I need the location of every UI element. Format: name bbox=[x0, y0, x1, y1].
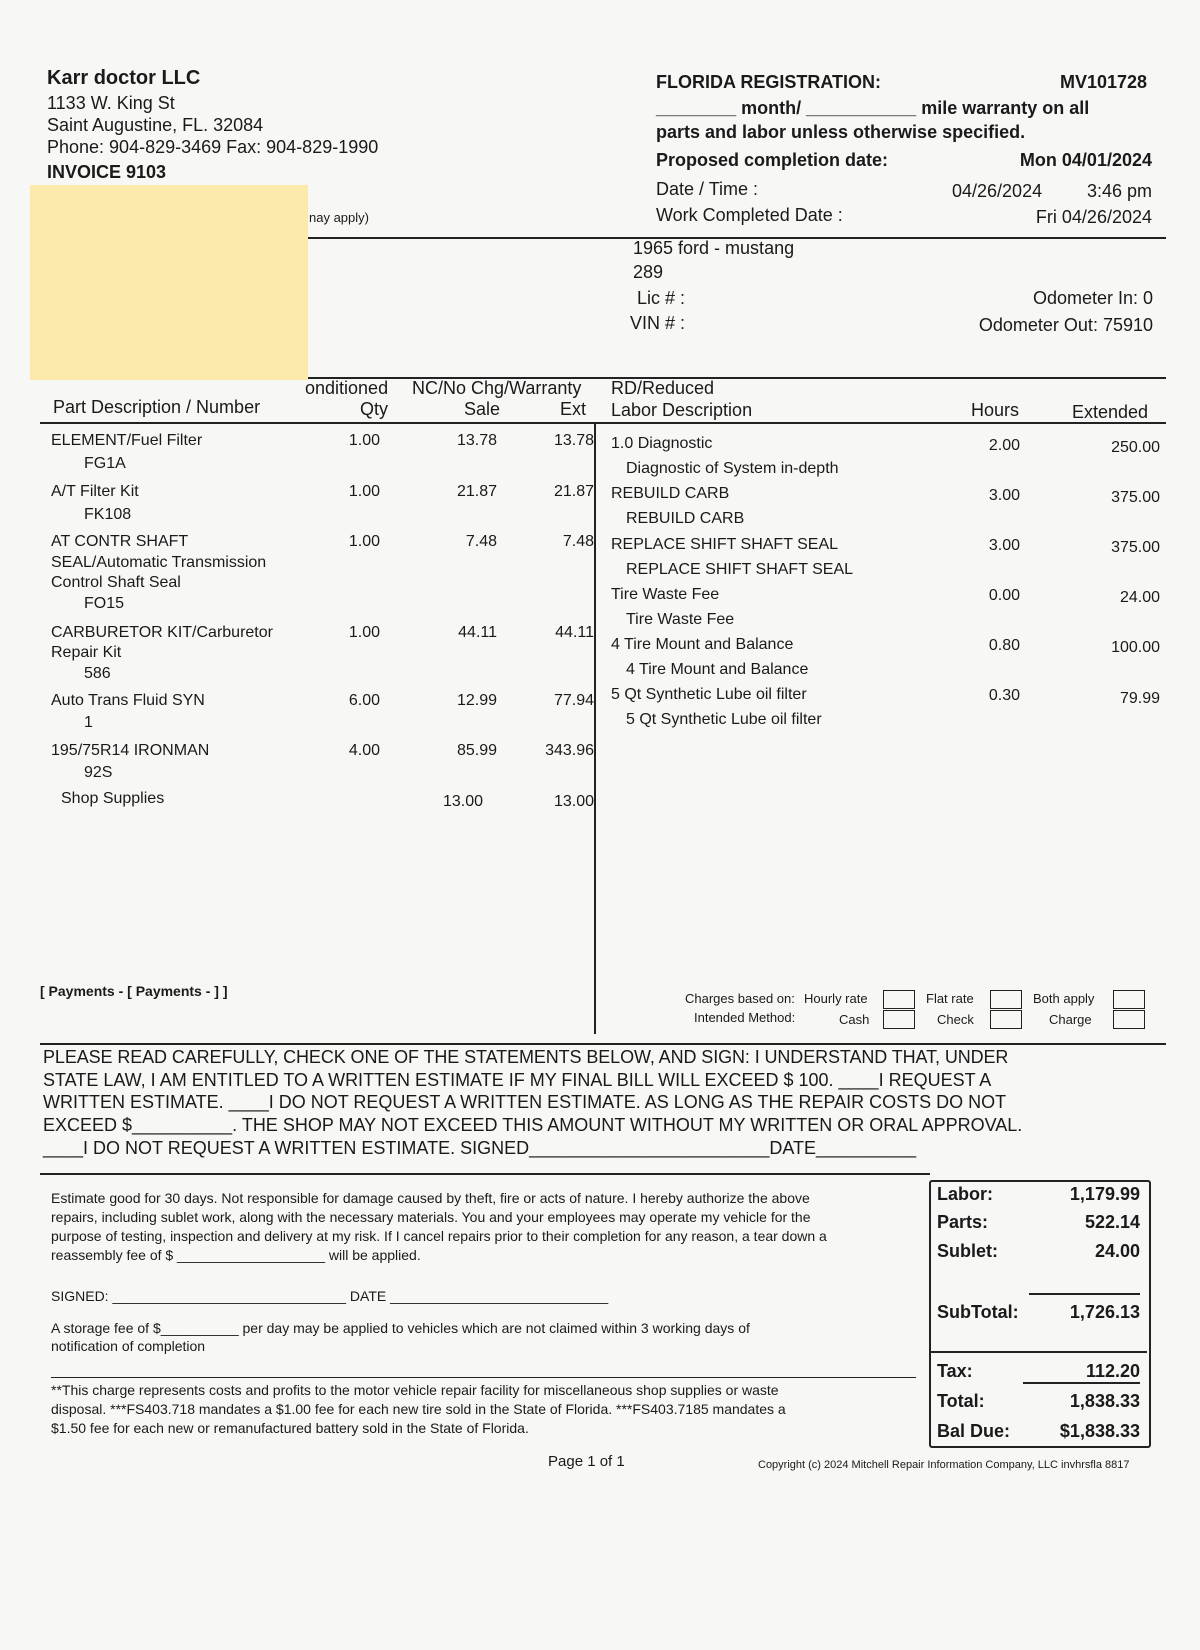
totals-value-sublet: 24.00 bbox=[1094, 1241, 1140, 1261]
both-apply-label: Both apply bbox=[1033, 991, 1095, 1006]
statement-line: EXCEED $__________. THE SHOP MAY NOT EXCEED THIS AMOUNT WITHOUT MY WRITTEN OR ORAL APPROVAL. bbox=[43, 1115, 1023, 1135]
totals-label-labor: Labor: bbox=[937, 1184, 993, 1204]
part-ext: 7.48 bbox=[562, 533, 594, 550]
sticky-note bbox=[30, 185, 308, 380]
parts-header-desc: Part Description / Number bbox=[53, 397, 261, 417]
totals-label-subtotal: SubTotal: bbox=[937, 1302, 1019, 1322]
page-number: Page 1 of 1 bbox=[548, 1453, 625, 1470]
part-description: CARBURETOR KIT/Carburetor bbox=[51, 624, 273, 641]
datetime-label: Date / Time : bbox=[656, 179, 759, 199]
hourly-rate-label: Hourly rate bbox=[804, 991, 868, 1006]
warranty-line2: parts and labor unless otherwise specified. bbox=[656, 122, 1026, 142]
completed-label: Work Completed Date : bbox=[656, 205, 843, 225]
part-qty: 1.00 bbox=[348, 432, 380, 449]
part-number: 1 bbox=[84, 714, 93, 731]
footnote-line: $1.50 fee for each new or remanufactured battery sold in the State of Florida. bbox=[51, 1420, 529, 1436]
labor-header-extended: Extended bbox=[1072, 402, 1149, 422]
proposed-label: Proposed completion date: bbox=[656, 150, 889, 170]
labor-hours: 3.00 bbox=[988, 487, 1020, 504]
intended-method-label: Intended Method: bbox=[694, 1010, 796, 1025]
part-qty: 4.00 bbox=[348, 742, 380, 759]
check-label: Check bbox=[937, 1012, 974, 1027]
totals-value-parts: 522.14 bbox=[1084, 1212, 1140, 1232]
terms-line: reassembly fee of $ ___________________ will be applied. bbox=[51, 1247, 421, 1263]
footnote-divider bbox=[51, 1377, 916, 1378]
labor-extended: 250.00 bbox=[1111, 439, 1160, 456]
totals-value-labor: 1,179.99 bbox=[1069, 1184, 1140, 1204]
hourly-rate-checkbox[interactable] bbox=[883, 990, 915, 1009]
charges-based-on-label: Charges based on: bbox=[685, 991, 795, 1006]
datetime-time: 3:46 pm bbox=[1086, 181, 1152, 201]
table-header-divider bbox=[40, 422, 1166, 424]
part-qty: 1.00 bbox=[348, 483, 380, 500]
part-description: 195/75R14 IRONMAN bbox=[51, 742, 210, 759]
part-description: Control Shaft Seal bbox=[51, 574, 181, 591]
totals-value-subtotal: 1,726.13 bbox=[1069, 1302, 1140, 1322]
proposed-date: Mon 04/01/2024 bbox=[1019, 150, 1152, 170]
terms-top-divider bbox=[40, 1173, 930, 1175]
vehicle-engine: 289 bbox=[633, 262, 664, 282]
part-qty: 6.00 bbox=[348, 692, 380, 709]
column-divider bbox=[594, 422, 596, 1034]
registration-label: FLORIDA REGISTRATION: bbox=[656, 72, 881, 92]
labor-header-desc: Labor Description bbox=[611, 400, 753, 420]
part-description: ELEMENT/Fuel Filter bbox=[51, 432, 203, 449]
part-description: AT CONTR SHAFT bbox=[51, 533, 189, 550]
labor-hours: 2.00 bbox=[988, 437, 1020, 454]
labor-title: 5 Qt Synthetic Lube oil filter bbox=[611, 686, 807, 703]
labor-subtitle: 4 Tire Mount and Balance bbox=[626, 661, 809, 678]
labor-subtitle: REPLACE SHIFT SHAFT SEAL bbox=[626, 561, 854, 578]
part-description: SEAL/Automatic Transmission bbox=[51, 554, 267, 571]
labor-extended: 375.00 bbox=[1111, 539, 1160, 556]
storage-fee-line: A storage fee of $__________ per day may be applied to vehicles which are not claimed within 3 working days of bbox=[51, 1320, 750, 1336]
labor-subtitle: 5 Qt Synthetic Lube oil filter bbox=[626, 711, 822, 728]
parts-header-conditioned: onditioned bbox=[305, 378, 389, 398]
part-description: A/T Filter Kit bbox=[51, 483, 139, 500]
labor-title: Tire Waste Fee bbox=[611, 586, 720, 603]
totals-label-sublet: Sublet: bbox=[937, 1241, 998, 1261]
shop-address-line1: 1133 W. King St bbox=[47, 93, 175, 113]
part-number: 92S bbox=[84, 764, 113, 781]
footnote-line: **This charge represents costs and profits to the motor vehicle repair facility for miscellaneous shop supplies or waste bbox=[51, 1382, 779, 1398]
parts-header-ext: Ext bbox=[559, 399, 586, 419]
warranty-line1: ________ month/ ___________ mile warranty on all bbox=[656, 98, 1090, 118]
labor-title: REPLACE SHIFT SHAFT SEAL bbox=[611, 536, 839, 553]
labor-extended: 100.00 bbox=[1111, 639, 1160, 656]
part-sale: 85.99 bbox=[456, 742, 497, 759]
part-sale: 7.48 bbox=[465, 533, 497, 550]
statement-line: ____I DO NOT REQUEST A WRITTEN ESTIMATE. SIGNED________________________DATE__________ bbox=[43, 1138, 917, 1158]
shop-supplies-label: Shop Supplies bbox=[61, 790, 165, 807]
parts-header-qty: Qty bbox=[359, 399, 388, 419]
terms-line: Estimate good for 30 days. Not responsible for damage caused by theft, fire or acts of nature. I hereby authorize the above bbox=[51, 1190, 810, 1206]
labor-title: REBUILD CARB bbox=[611, 485, 730, 502]
odometer-in: Odometer In: 0 bbox=[1032, 288, 1153, 308]
part-qty: 1.00 bbox=[348, 533, 380, 550]
part-description: Repair Kit bbox=[51, 644, 122, 661]
labor-extended: 79.99 bbox=[1119, 690, 1160, 707]
totals-label-total: Total: bbox=[937, 1391, 985, 1411]
part-ext: 343.96 bbox=[545, 742, 594, 759]
charge-label: Charge bbox=[1049, 1012, 1092, 1027]
totals-value-bal-due: $1,838.33 bbox=[1059, 1421, 1140, 1441]
labor-header-hours: Hours bbox=[971, 400, 1020, 420]
part-ext: 13.78 bbox=[553, 432, 594, 449]
terms-line: purpose of testing, inspection and delivery at my risk. If I cancel repairs prior to their completion for any reason, a tear down a bbox=[51, 1228, 827, 1244]
subtotal-rule bbox=[1029, 1293, 1140, 1295]
check-checkbox[interactable] bbox=[990, 1010, 1022, 1029]
labor-subtitle: REBUILD CARB bbox=[626, 510, 745, 527]
registration-number: MV101728 bbox=[1060, 72, 1148, 92]
odometer-out: Odometer Out: 75910 bbox=[978, 315, 1153, 335]
part-number: 586 bbox=[84, 665, 111, 682]
part-number: FK108 bbox=[84, 506, 132, 523]
shop-supplies-sale: 13.00 bbox=[442, 793, 483, 810]
charge-checkbox[interactable] bbox=[1113, 1010, 1145, 1029]
shop-supplies-ext: 13.00 bbox=[553, 793, 594, 810]
totals-label-parts: Parts: bbox=[937, 1212, 989, 1232]
labor-subtitle: Diagnostic of System in-depth bbox=[626, 460, 839, 477]
part-sale: 21.87 bbox=[456, 483, 497, 500]
terms-line: repairs, including sublet work, along with the necessary materials. You and your employees may operate my vehicle for the bbox=[51, 1209, 811, 1225]
labor-hours: 0.30 bbox=[988, 687, 1020, 704]
completed-date: Fri 04/26/2024 bbox=[1035, 207, 1152, 227]
totals-label-bal-due: Bal Due: bbox=[937, 1421, 1011, 1441]
labor-title: 1.0 Diagnostic bbox=[611, 435, 713, 452]
totals-value-total: 1,838.33 bbox=[1069, 1391, 1140, 1411]
part-ext: 77.94 bbox=[553, 692, 594, 709]
cash-checkbox[interactable] bbox=[883, 1010, 915, 1029]
cash-label: Cash bbox=[839, 1012, 870, 1027]
shop-address-line2: Saint Augustine, FL. 32084 bbox=[47, 115, 264, 135]
statement-line: WRITTEN ESTIMATE. ____I DO NOT REQUEST A WRITTEN ESTIMATE. AS LONG AS THE REPAIR COSTS DO NOT bbox=[43, 1092, 1007, 1112]
part-ext: 44.11 bbox=[555, 624, 594, 641]
payments-line: [ Payments - [ Payments - ] ] bbox=[40, 983, 228, 999]
parts-header-nc: NC/No Chg/Warranty bbox=[412, 378, 582, 398]
partial-note: nay apply) bbox=[309, 210, 369, 225]
statement-line: STATE LAW, I AM ENTITLED TO A WRITTEN ESTIMATE IF MY FINAL BILL WILL EXCEED $ 100. ____I REQUEST A bbox=[43, 1070, 992, 1090]
parts-header-sale: Sale bbox=[463, 399, 500, 419]
signature-line[interactable]: SIGNED: ______________________________ DATE ____________________________ bbox=[51, 1288, 609, 1304]
vehicle-model: 1965 ford - mustang bbox=[633, 238, 795, 258]
copyright-notice: Copyright (c) 2024 Mitchell Repair Information Company, LLC invhrsfla 8817 bbox=[758, 1459, 1130, 1471]
labor-hours: 3.00 bbox=[988, 537, 1020, 554]
invoice-number: INVOICE 9103 bbox=[47, 162, 167, 182]
part-sale: 44.11 bbox=[458, 624, 497, 641]
part-sale: 13.78 bbox=[456, 432, 497, 449]
shop-phone-fax: Phone: 904-829-3469 Fax: 904-829-1990 bbox=[47, 137, 379, 157]
part-qty: 1.00 bbox=[348, 624, 380, 641]
totals-value-tax: 112.20 bbox=[1085, 1361, 1140, 1381]
flat-rate-label: Flat rate bbox=[926, 991, 974, 1006]
labor-subtitle: Tire Waste Fee bbox=[626, 611, 735, 628]
statement-top-divider bbox=[40, 1043, 1166, 1045]
vin-label: VIN # : bbox=[630, 313, 686, 333]
statement-line: PLEASE READ CAREFULLY, CHECK ONE OF THE STATEMENTS BELOW, AND SIGN: I UNDERSTAND THAT, UNDER bbox=[43, 1047, 1009, 1067]
labor-hours: 0.00 bbox=[988, 587, 1020, 604]
storage-fee-line: notification of completion bbox=[51, 1338, 206, 1354]
part-number: FG1A bbox=[84, 455, 126, 472]
labor-extended: 375.00 bbox=[1111, 489, 1160, 506]
part-number: FO15 bbox=[84, 595, 125, 612]
totals-label-tax: Tax: bbox=[937, 1361, 973, 1381]
part-sale: 12.99 bbox=[456, 692, 497, 709]
datetime-date: 04/26/2024 bbox=[952, 181, 1043, 201]
labor-hours: 0.80 bbox=[988, 637, 1020, 654]
footnote-line: disposal. ***FS403.718 mandates a $1.00 fee for each new tire sold in the State of Florida. ***FS403.7185 mandates a bbox=[51, 1401, 786, 1417]
lic-label: Lic # : bbox=[637, 288, 686, 308]
both-apply-checkbox[interactable] bbox=[1113, 990, 1145, 1009]
shop-name: Karr doctor LLC bbox=[47, 67, 201, 89]
part-ext: 21.87 bbox=[553, 483, 594, 500]
flat-rate-checkbox[interactable] bbox=[990, 990, 1022, 1009]
totals-divider bbox=[931, 1351, 1147, 1353]
labor-title: 4 Tire Mount and Balance bbox=[611, 636, 794, 653]
tax-rule bbox=[1023, 1382, 1140, 1384]
part-description: Auto Trans Fluid SYN bbox=[51, 692, 205, 709]
labor-header-rd: RD/Reduced bbox=[611, 378, 715, 398]
labor-extended: 24.00 bbox=[1119, 589, 1160, 606]
